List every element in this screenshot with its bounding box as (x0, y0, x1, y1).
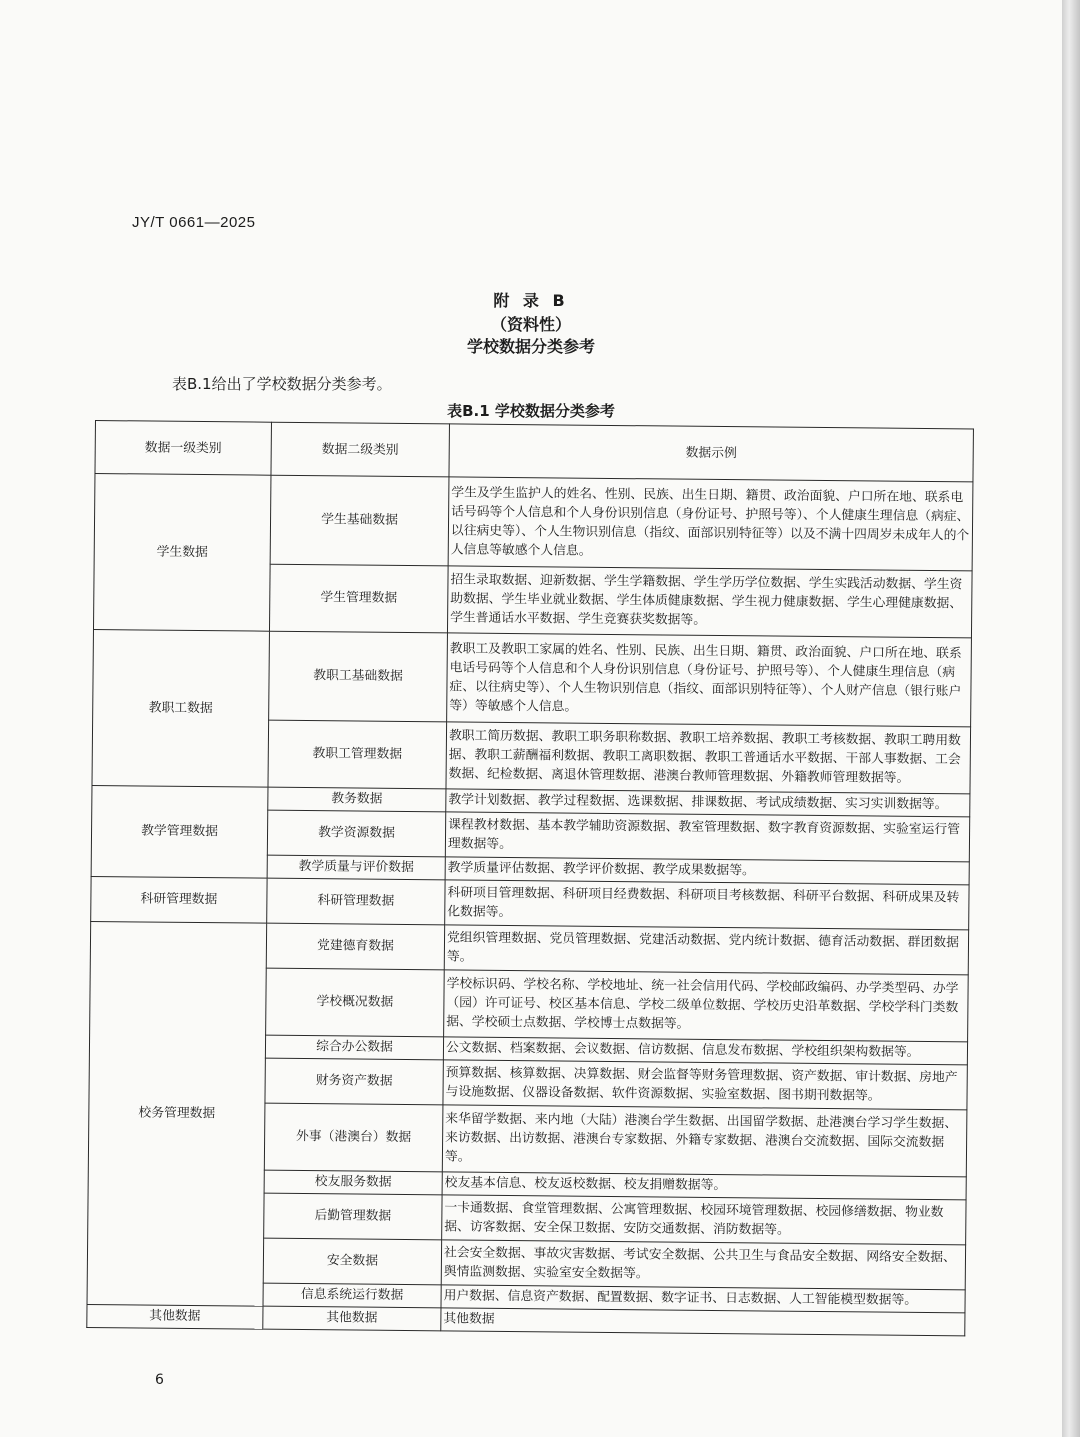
appendix-title: 附 录 B (493, 291, 569, 310)
level1-category-cell: 科研管理数据 (91, 876, 267, 923)
page-number: 6 (155, 1372, 164, 1388)
level1-category-cell: 教职工数据 (92, 629, 269, 786)
example-cell: 用户数据、信息资产数据、配置数据、数字证书、日志数据、人工智能模型数据等。 (441, 1285, 965, 1313)
header-examples: 数据示例 (449, 424, 973, 482)
table-row (90, 921, 968, 974)
table-row (93, 629, 972, 726)
appendix-nature: （资料性） (490, 315, 571, 334)
example-cell: 社会安全数据、事故灾害数据、考试安全数据、公共卫生与食品安全数据、网络安全数据、舆情监测数据、实验室安全数据等。 (441, 1240, 965, 1290)
level2-category-cell: 学生管理数据 (269, 564, 448, 633)
example-cell: 教学质量评估数据、教学评价数据、教学成果数据等。 (445, 857, 969, 885)
header-level2: 数据二级类别 (271, 422, 450, 477)
level2-category-cell: 教务数据 (268, 787, 446, 812)
table-body (87, 474, 973, 1336)
example-cell: 教职工简历数据、教职工职务职称数据、教职工培养数据、教职工考核数据、教职工聘用数据、教职工薪酬福利数据、教职工离职数据、教职工普通话水平数据、干部人事数据、工会数据、纪检数据、离退休管理数据、港澳台教师管理数据、外籍教师管理数据等。 (446, 722, 971, 794)
scanner-edge (1062, 0, 1080, 1437)
level2-category-cell: 综合办公数据 (265, 1035, 443, 1060)
level2-category-cell: 学生基础数据 (270, 475, 449, 566)
level2-category-cell: 学校概况数据 (266, 968, 445, 1037)
level2-category-cell: 其他数据 (263, 1306, 441, 1331)
document-code: JY/T 0661—2025 (132, 214, 256, 231)
level2-category-cell: 科研管理数据 (267, 878, 445, 925)
level2-category-cell: 教职工管理数据 (268, 720, 447, 789)
table-caption: 表B.1 学校数据分类参考 (447, 402, 615, 420)
level2-category-cell: 外事（港澳台）数据 (264, 1103, 443, 1172)
level2-category-cell: 信息系统运行数据 (263, 1283, 441, 1308)
table-header-row (95, 421, 973, 482)
level1-category-cell: 学生数据 (93, 474, 270, 631)
example-cell: 科研项目管理数据、科研项目经费数据、科研项目考核数据、科研平台数据、科研成果及转化数据等。 (445, 880, 969, 930)
intro-text: 表B.1给出了学校数据分类参考。 (172, 375, 392, 393)
example-cell: 党组织管理数据、党员管理数据、党建活动数据、党内统计数据、德育活动数据、群团数据等。 (444, 925, 968, 975)
example-cell: 预算数据、核算数据、决算数据、财会监督等财务管理数据、资产数据、审计数据、房地产与设施数据、仪器设备数据、软件资源数据、实验室数据、图书期刊数据等。 (443, 1060, 967, 1110)
example-cell: 教学计划数据、教学过程数据、选课数据、排课数据、考试成绩数据、实习实训数据等。 (446, 788, 970, 816)
level2-category-cell: 教学质量与评价数据 (267, 855, 445, 880)
example-cell: 招生录取数据、迎新数据、学生学籍数据、学生学历学位数据、学生实践活动数据、学生资助数据、学生毕业就业数据、学生体质健康数据、学生视力健康数据、学生心理健康数据、学生普通话水平数据、学生竞赛获奖数据等。 (447, 566, 972, 638)
example-cell: 学生及学生监护人的姓名、性别、民族、出生日期、籍贯、政治面貌、户口所在地、联系电话号码等个人信息和个人身份识别信息（身份证号、护照号等）、个人健康生理信息（病症、以往病史等）、个人生物识别信息（指纹、面部识别特征等）以及不满十四周岁未成年人的个人信息等敏感个人信息。 (448, 477, 973, 571)
level2-category-cell: 党建德育数据 (266, 923, 444, 970)
level2-category-cell: 财务资产数据 (265, 1058, 443, 1105)
example-cell: 课程教材数据、基本教学辅助资源数据、教室管理数据、数字教育资源数据、实验室运行管理数据等。 (445, 812, 969, 862)
level1-category-cell: 校务管理数据 (87, 921, 267, 1306)
level2-category-cell: 教学资源数据 (267, 810, 445, 857)
example-cell: 教职工及教职工家属的姓名、性别、民族、出生日期、籍贯、政治面貌、户口所在地、联系电话号码等个人信息和个人身份识别信息（身份证号、护照号等）、个人健康生理信息（病症、以往病史等）、个人生物识别信息（指纹、面部识别特征等）、个人财产信息（银行账户等）等敏感个人信息。 (447, 633, 972, 727)
example-cell: 校友基本信息、校友返校数据、校友捐赠数据等。 (442, 1172, 966, 1200)
level1-category-cell: 其他数据 (87, 1304, 263, 1329)
level1-category-cell: 教学管理数据 (91, 785, 268, 878)
table-row (94, 474, 973, 571)
example-cell: 来华留学数据、来内地（大陆）港澳台学生数据、出国留学数据、赴港澳台学习学生数据、来访数据、出访数据、港澳台专家数据、外籍专家数据、港澳台交流数据、国际交流数据等。 (442, 1105, 967, 1177)
example-cell: 公文数据、档案数据、会议数据、信访数据、信息发布数据、学校组织架构数据等。 (443, 1037, 967, 1065)
example-cell: 其他数据 (441, 1308, 965, 1336)
header-level1: 数据一级类别 (95, 421, 272, 476)
data-classification-table (86, 420, 974, 1336)
appendix-subtitle: 学校数据分类参考 (466, 337, 595, 356)
example-cell: 一卡通数据、食堂管理数据、公寓管理数据、校园环境管理数据、校园修缮数据、物业数据、访客数据、安全保卫数据、安防交通数据、消防数据等。 (442, 1195, 966, 1245)
example-cell: 学校标识码、学校名称、学校地址、统一社会信用代码、学校邮政编码、办学类型码、办学（园）许可证号、校区基本信息、学校二级单位数据、学校历史沿革数据、学校学科门类数据、学校硕士点数据、学校博士点数据等。 (444, 970, 969, 1042)
level2-category-cell: 后勤管理数据 (264, 1193, 442, 1240)
level2-category-cell: 校友服务数据 (264, 1170, 442, 1195)
level2-category-cell: 安全数据 (263, 1238, 441, 1285)
level2-category-cell: 教职工基础数据 (269, 631, 448, 722)
